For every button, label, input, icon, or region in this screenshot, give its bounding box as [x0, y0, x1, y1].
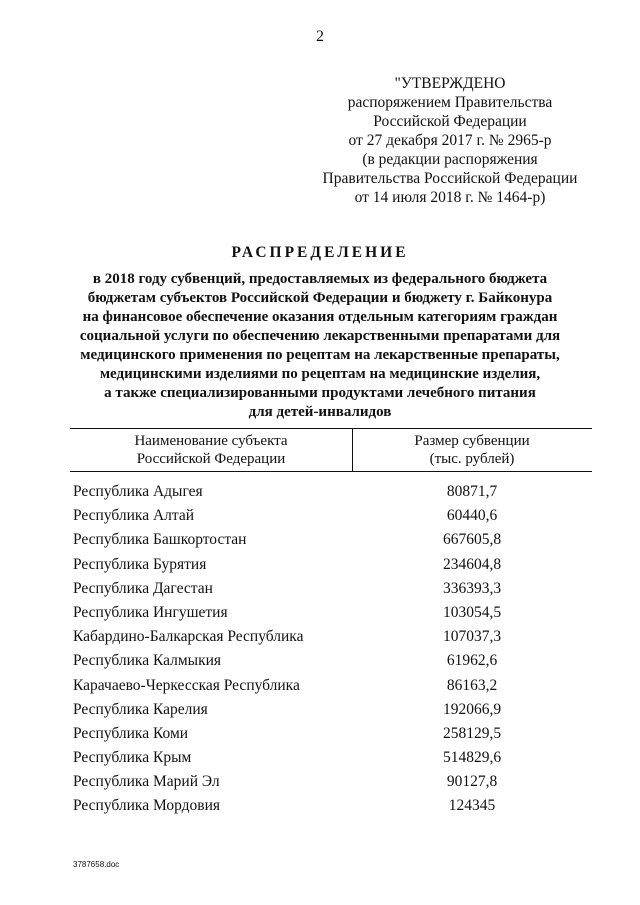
subsidy-amount: 192066,9	[442, 700, 502, 718]
table-header	[70, 428, 592, 472]
region-name: Кабардино-Балкарская Республика	[73, 628, 304, 646]
subsidy-amount: 90127,8	[446, 773, 498, 791]
table-body	[0, 483, 640, 822]
approval-line: (в редакции распоряжения	[362, 151, 538, 168]
region-name: Республика Коми	[73, 724, 189, 742]
table-row	[0, 531, 640, 555]
column-header-line: Российской Федерации	[136, 451, 286, 467]
table-row	[0, 652, 640, 676]
region-name: Республика Башкортостан	[73, 531, 247, 549]
subsidy-amount: 107037,3	[442, 628, 502, 646]
table-row	[0, 701, 640, 725]
subsidy-amount: 124345	[448, 797, 496, 815]
table-row	[0, 773, 640, 797]
region-name: Республика Ингушетия	[73, 603, 228, 621]
region-name: Республика Марий Эл	[73, 773, 220, 791]
table-row	[0, 725, 640, 749]
approval-line: от 14 июля 2018 г. № 1464-р)	[354, 189, 546, 206]
region-name: Республика Алтай	[73, 507, 195, 525]
subsidy-amount: 667605,8	[442, 531, 502, 549]
subsidy-amount: 234604,8	[442, 555, 502, 573]
subsidy-amount: 514829,6	[442, 749, 502, 767]
subsidy-amount: 336393,3	[442, 579, 502, 597]
table-row	[0, 749, 640, 773]
file-name-footer: 3787658.doc	[73, 860, 120, 869]
approval-line: распоряжением Правительства	[347, 94, 553, 111]
region-name: Республика Мордовия	[73, 797, 221, 815]
approval-block	[300, 74, 600, 207]
subheading-line: в 2018 году субвенций, предоставляемых из федерального бюджета	[92, 271, 548, 287]
subsidy-amount: 258129,5	[442, 724, 502, 742]
table-row	[0, 797, 640, 821]
subheading-line: на финансовое обеспечение оказания отдельным категориям граждан	[82, 309, 558, 325]
table-row	[0, 628, 640, 652]
subheading-line: медицинского применения по рецептам на лекарственные препараты,	[80, 347, 560, 363]
region-name: Республика Крым	[73, 749, 192, 767]
subsidy-amount: 103054,5	[442, 603, 502, 621]
column-header-amount	[352, 432, 592, 468]
table-row	[0, 556, 640, 580]
approval-line: Российской Федерации	[373, 113, 527, 130]
subheading-line: для детей-инвалидов	[248, 404, 392, 420]
subsidy-amount: 86163,2	[446, 676, 498, 694]
table-row	[0, 483, 640, 507]
subheading-line: бюджетам субъектов Российской Федерации и бюджету г. Байконура	[87, 290, 553, 306]
subsidy-amount: 61962,6	[446, 652, 498, 670]
column-header-line: (тыс. рублей)	[429, 451, 515, 467]
table-row	[0, 507, 640, 531]
approval-line: "УТВЕРЖДЕНО	[394, 75, 506, 92]
table-row	[0, 677, 640, 701]
table-row	[0, 604, 640, 628]
document-heading: РАСПРЕДЕЛЕНИЕ	[231, 244, 409, 261]
page-number: 2	[316, 28, 324, 45]
region-name: Республика Карелия	[73, 700, 208, 718]
subheading-line: а также специализированными продуктами лечебного питания	[104, 385, 536, 401]
region-name: Республика Бурятия	[73, 555, 207, 573]
region-name: Карачаево-Черкесская Республика	[73, 676, 300, 694]
approval-line: от 27 декабря 2017 г. № 2965-р	[348, 132, 552, 149]
region-name: Республика Калмыкия	[73, 652, 222, 670]
subsidy-amount: 80871,7	[446, 483, 498, 500]
region-name: Республика Адыгея	[73, 483, 203, 500]
subheading-line: медицинскими изделиями по рецептам на медицинские изделия,	[99, 366, 541, 382]
approval-line: Правительства Российской Федерации	[322, 170, 578, 187]
document-subheading	[40, 270, 600, 422]
region-name: Республика Дагестан	[73, 579, 213, 597]
column-header-subject	[70, 432, 352, 468]
subsidy-amount: 60440,6	[446, 507, 498, 525]
table-row	[0, 580, 640, 604]
column-header-line: Наименование субъекта	[134, 433, 288, 449]
subheading-line: социальной услуги по обеспечению лекарственными препаратами для	[79, 328, 561, 344]
column-header-line: Размер субвенции	[414, 433, 530, 449]
